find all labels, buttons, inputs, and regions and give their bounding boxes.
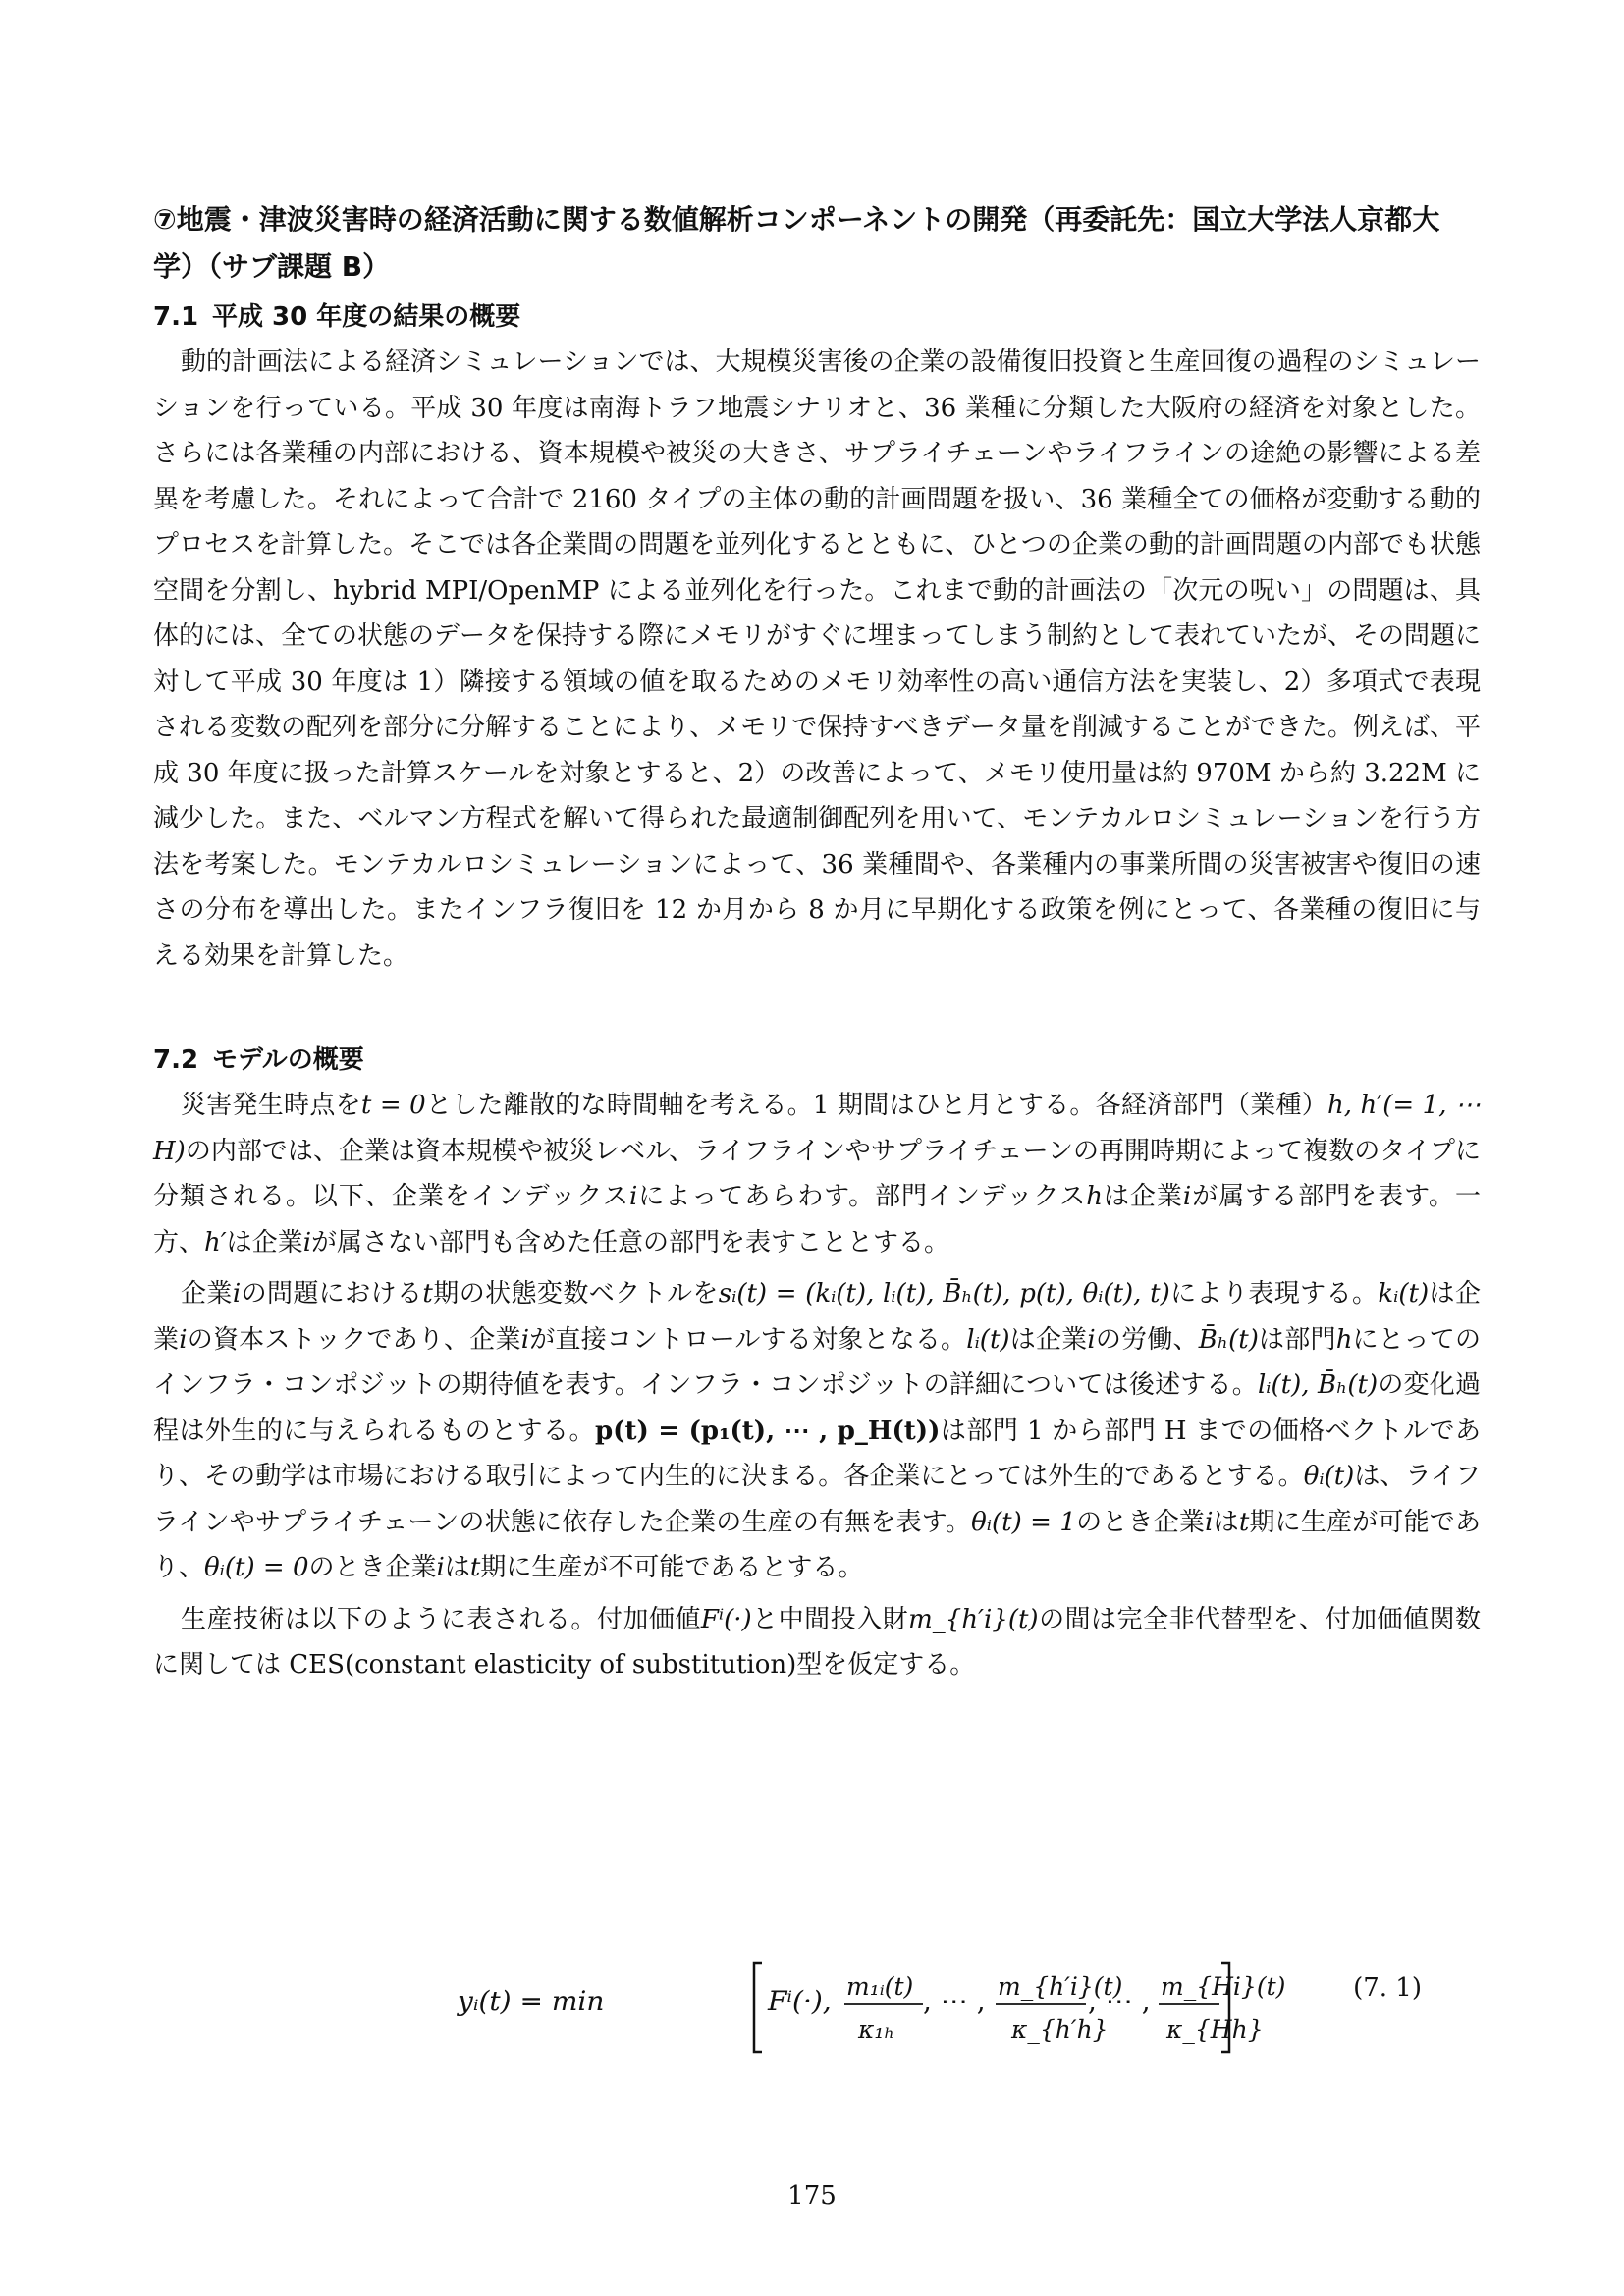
math-inline: lᵢ(t), B̄ₕ(t)	[1257, 1370, 1379, 1400]
subsection-number: 7.1	[153, 302, 199, 332]
math-inline: i	[1087, 1324, 1096, 1355]
math-inline: i	[520, 1324, 530, 1355]
subsection-title-text: モデルの概要	[212, 1045, 364, 1075]
math-inline: θᵢ(t) = 1	[971, 1507, 1076, 1537]
equation-display	[448, 1944, 1286, 2061]
page-number: 175	[787, 2181, 837, 2211]
math-inline: t	[422, 1279, 433, 1308]
math-inline: B̄ₕ(t)	[1198, 1324, 1259, 1355]
math-inline: Fⁱ(·)	[700, 1604, 752, 1634]
frac-2-numerator: m_{h′i}(t)	[998, 1972, 1123, 2001]
subsection-title-text: 平成 30 年度の結果の概要	[212, 302, 521, 332]
subsection-7-1-title	[153, 294, 1481, 340]
subsection-7-2-title	[153, 1038, 1481, 1083]
equation-lhs: yᵢ(t) = min	[458, 1985, 605, 2017]
math-inline: i	[436, 1553, 445, 1582]
section-title: ⑦地震・津波災害時の経済活動に関する数値解析コンポーネントの開発（再委託先：国立大学法人京都大学）（サブ課題 B）	[153, 203, 1440, 283]
math-inline: i	[1205, 1507, 1214, 1537]
frac-1-numerator: m₁ᵢ(t)	[846, 1972, 914, 2001]
math-inline: h	[1335, 1324, 1353, 1355]
equation-7-1	[153, 1944, 1481, 2061]
frac-3-denominator: κ_{Hh}	[1166, 2015, 1264, 2044]
math-inline: i	[302, 1227, 312, 1257]
left-bracket	[754, 1963, 762, 2052]
frac-3-numerator: m_{Hi}(t)	[1161, 1972, 1286, 2001]
paragraph-7-2-2: 企業iの問題におけるt期の状態変数ベクトルをsᵢ(t) = (kᵢ(t), lᵢ(t), B̄ₕ(t), p(t), θᵢ(t), t)により表現する。kᵢ(t)は企業iの資本ストックであり、企業iが直接コントロールする対象となる。lᵢ(t)は企業iの労働、B̄ₕ(t)は部門hにとってのインフラ・コンポジットの期待値を表す。インフラ・コンポジットの詳細については後述する。lᵢ(t), B̄ₕ(t)の変化過程は外生的に与えられるものとする。p(t) = (p₁(t), ⋯ , p_H(t))は部門 1 から部門 H までの価格ベクトルであり、その動学は市場における取引によって内生的に決まる。各企業にとっては外生的であるとする。θᵢ(t)は、ライフラインやサプライチェーンの状態に依存した企業の生産の有無を表す。θᵢ(t) = 1のとき企業iはt期に生産が可能であり、θᵢ(t) = 0のとき企業iはt期に生産が不可能であるとする。	[153, 1279, 1481, 1582]
math-inline: h, h′(= 1, ⋯ H)	[153, 1091, 1481, 1166]
paragraph-7-1: 動的計画法による経済シミュレーションでは、大規模災害後の企業の設備復旧投資と生産回復の過程のシミュレーションを行っている。平成 30 年度は南海トラフ地震シナリオと、36 業種に分類した大阪府の経済を対象とした。さらには各業種の内部における、資本規模や被災の大きさ、サプライチェーンやライフラインの途絶の影響による差異を考慮した。それによって合計で 2160 タイプの主体の動的計画問題を扱い、36 業種全ての価格が変動する動的プロセスを計算した。そこでは各企業間の問題を並列化するとともに、ひとつの企業の動的計画問題の内部でも状態空間を分割し、hybrid MPI/OpenMP による並列化を行った。これまで動的計画法の「次元の呪い」の問題は、具体的には、全ての状態のデータを保持する際にメモリがすぐに埋まってしまう制約として表れていたが、その問題に対して平成 30 年度は 1）隣接する領域の値を取るためのメモリ効率性の高い通信方法を実装し、2）多項式で表現される変数の配列を部分に分解することにより、メモリで保持すべきデータ量を削減することができた。例えば、平成 30 年度に扱った計算スケールを対象とすると、2）の改善によって、メモリ使用量は約 970M から約 3.22M に減少した。また、ベルマン方程式を解いて得られた最適制御配列を用いて、モンテカルロシミュレーションを行う方法を考案した。モンテカルロシミュレーションによって、36 業種間や、各業種内の事業所間の災害被害や復旧の速さの分布を導出した。またインフラ復旧を 12 か月から 8 か月に早期化する政策を例にとって、各業種の復旧に与える効果を計算した。	[153, 347, 1482, 971]
math-inline: t	[1238, 1507, 1250, 1537]
math-inline: p(t) = (p₁(t), ⋯ , p_H(t))	[594, 1415, 941, 1446]
frac-1-denominator: κ₁ₕ	[858, 2015, 895, 2044]
ellipsis-1: , ⋯ ,	[923, 1985, 986, 2017]
subsection-number: 7.2	[153, 1045, 199, 1075]
math-inline: m_{h′i}(t)	[908, 1604, 1039, 1634]
math-inline: sᵢ(t) = (kᵢ(t), lᵢ(t), B̄ₕ(t), p(t), θᵢ(t), t)	[718, 1279, 1170, 1308]
math-inline: i	[179, 1324, 188, 1355]
math-inline: t = 0	[360, 1091, 426, 1120]
math-inline: lᵢ(t)	[966, 1324, 1010, 1355]
math-inline: i	[1182, 1182, 1192, 1211]
equation-f: Fⁱ(·),	[768, 1985, 832, 2017]
equation-number: (7. 1)	[1353, 1973, 1422, 2002]
math-inline: h	[1086, 1182, 1103, 1211]
math-inline: θᵢ(t) = 0	[204, 1553, 309, 1582]
math-inline: i	[628, 1182, 638, 1211]
math-inline: h′	[204, 1227, 227, 1257]
paragraph-7-2-1: 災害発生時点をt = 0とした離散的な時間軸を考える。1 期間はひと月とする。各経済部門（業種）h, h′(= 1, ⋯ H)の内部では、企業は資本規模や被災レベル、ライフラインやサプライチェーンの再開時期によって複数のタイプに分類される。以下、企業をインデックスiによってあらわす。部門インデックスhは企業iが属する部門を表す。一方、h′は企業iが属さない部門も含めた任意の部門を表すこととする。	[153, 1091, 1481, 1257]
math-inline: i	[232, 1279, 242, 1308]
math-inline: kᵢ(t)	[1378, 1279, 1430, 1308]
frac-2-denominator: κ_{h′h}	[1011, 2015, 1109, 2044]
math-inline: t	[469, 1553, 481, 1582]
ellipsis-2: , ⋯ ,	[1088, 1985, 1151, 2017]
paragraph-7-2-3: 生産技術は以下のように表される。付加価値Fⁱ(·)と中間投入財m_{h′i}(t)の間は完全非代替型を、付加価値関数に関しては CES(constant elasticity of substitution)型を仮定する。	[153, 1604, 1481, 1680]
content	[153, 196, 1481, 1688]
math-inline: θᵢ(t)	[1303, 1462, 1355, 1491]
